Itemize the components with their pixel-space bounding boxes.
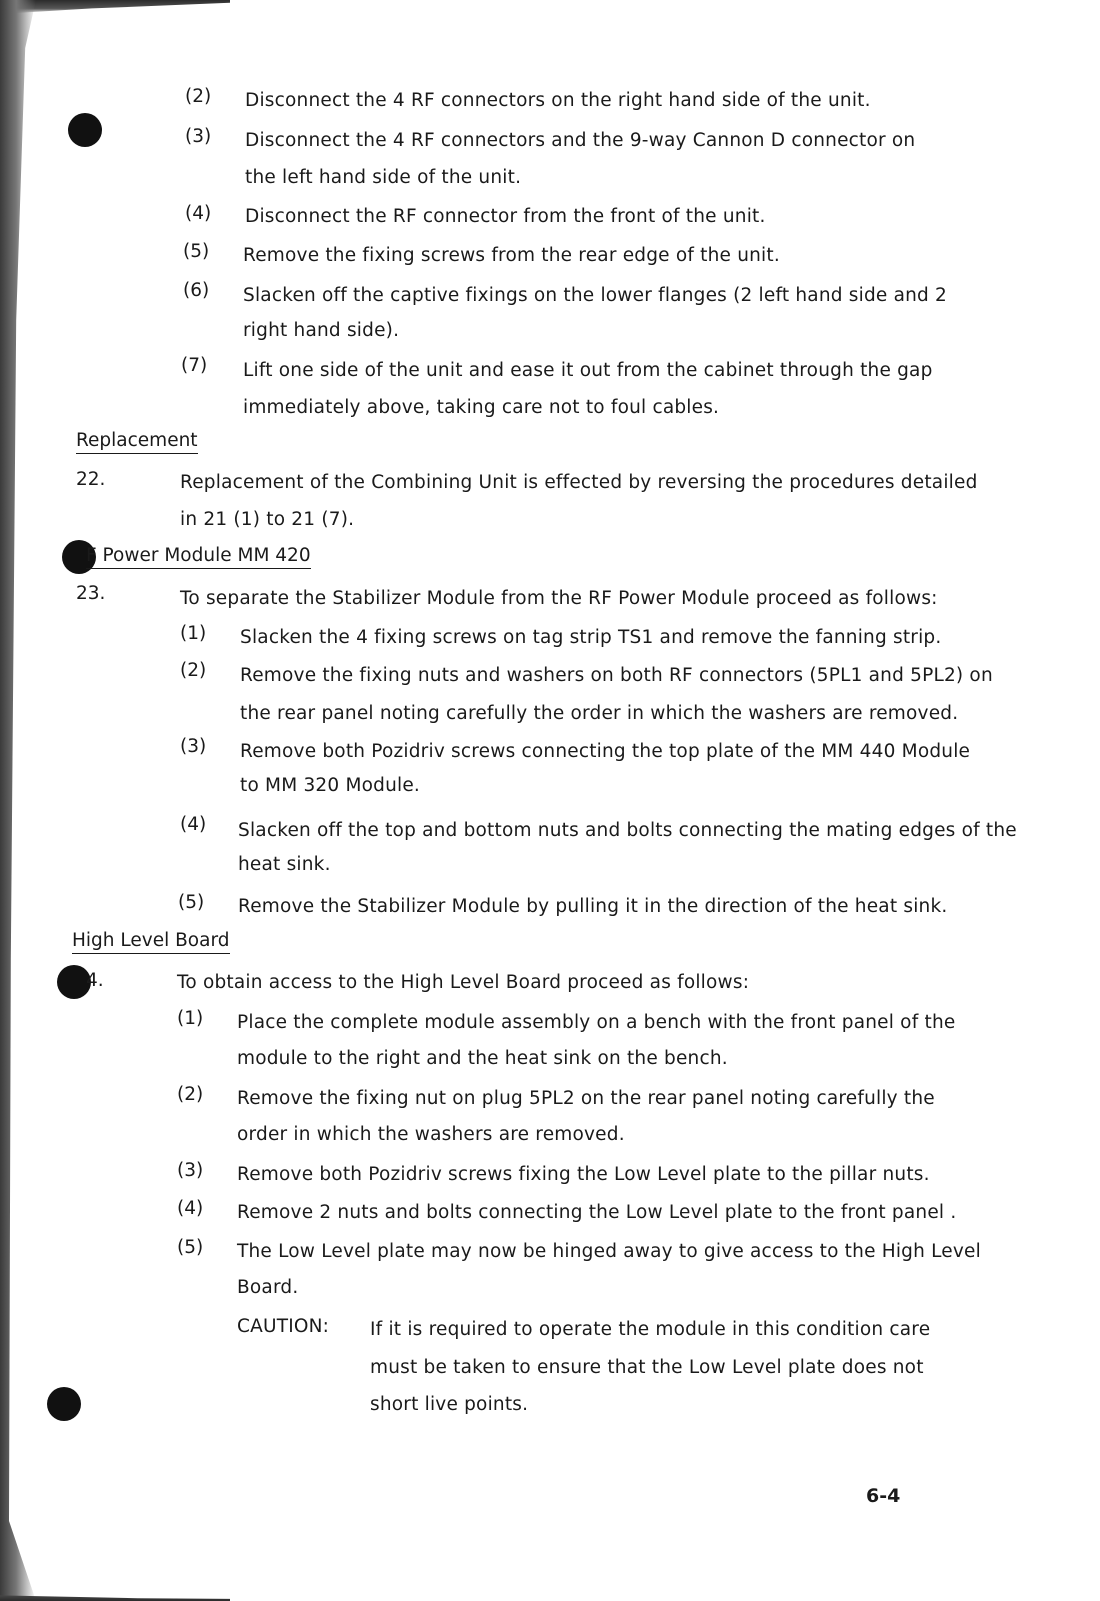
step-text: Remove the fixing nuts and washers on both RF connectors (5PL1 and 5PL2) on — [240, 665, 993, 686]
step-text: module to the right and the heat sink on the bench. — [237, 1048, 728, 1069]
step-number: (5) — [183, 241, 210, 262]
section-heading-power-module: F Power Module MM 420 — [86, 545, 311, 569]
step-number: (2) — [180, 660, 207, 681]
step-number: (5) — [177, 1237, 204, 1258]
step-number: (3) — [177, 1160, 204, 1181]
scan-edge-bottom — [0, 1587, 230, 1601]
page-number: 6-4 — [866, 1485, 901, 1507]
step-number: (4) — [185, 203, 212, 224]
step-number: (6) — [183, 280, 210, 301]
section-heading-high-level-board: High Level Board — [72, 930, 230, 954]
step-text: the left hand side of the unit. — [245, 167, 522, 188]
step-text: Disconnect the 4 RF connectors and the 9-way Cannon D connector on — [245, 130, 916, 151]
paragraph-number: 4. — [86, 970, 104, 991]
step-text: order in which the washers are removed. — [237, 1124, 625, 1145]
step-text: the rear panel noting carefully the order in which the washers are removed. — [240, 703, 959, 724]
step-text: Place the complete module assembly on a bench with the front panel of the — [237, 1012, 956, 1033]
step-number: (1) — [180, 623, 207, 644]
step-text: Remove the fixing nut on plug 5PL2 on the rear panel noting carefully the — [237, 1088, 935, 1109]
step-number: (2) — [177, 1084, 204, 1105]
scan-edge-left — [0, 0, 36, 1601]
step-text: Lift one side of the unit and ease it out from the cabinet through the gap — [243, 360, 933, 381]
caution-text: short live points. — [370, 1394, 529, 1415]
punch-hole-bottom — [47, 1387, 81, 1421]
step-number: (7) — [181, 355, 208, 376]
step-number: (4) — [177, 1198, 204, 1219]
step-text: Disconnect the 4 RF connectors on the right hand side of the unit. — [245, 90, 871, 111]
step-text: Remove both Pozidriv screws fixing the Low Level plate to the pillar nuts. — [237, 1164, 930, 1185]
step-text: Disconnect the RF connector from the front of the unit. — [245, 206, 766, 227]
step-number: (5) — [178, 892, 205, 913]
paragraph-text: To obtain access to the High Level Board proceed as follows: — [177, 972, 750, 993]
step-text: Remove both Pozidriv screws connecting the top plate of the MM 440 Module — [240, 741, 971, 762]
section-heading-replacement: Replacement — [76, 430, 198, 454]
step-text: Slacken off the captive fixings on the lower flanges (2 left hand side and 2 — [243, 285, 948, 306]
paragraph-text: Replacement of the Combining Unit is effected by reversing the procedures detailed — [180, 472, 978, 493]
caution-label: CAUTION: — [237, 1316, 330, 1337]
paragraph-number: 23. — [76, 583, 106, 604]
step-number: (3) — [180, 736, 207, 757]
step-text: Board. — [237, 1277, 299, 1298]
step-number: (3) — [185, 126, 212, 147]
step-text: Slacken off the top and bottom nuts and bolts connecting the mating edges of the — [238, 820, 1017, 841]
paragraph-number: 22. — [76, 469, 106, 490]
step-text: Remove 2 nuts and bolts connecting the Low Level plate to the front panel . — [237, 1202, 957, 1223]
punch-hole-top — [68, 113, 102, 147]
paragraph-text: in 21 (1) to 21 (7). — [180, 509, 355, 530]
step-number: (2) — [185, 86, 212, 107]
step-number: (1) — [177, 1008, 204, 1029]
caution-text: If it is required to operate the module in this condition care — [370, 1319, 931, 1340]
step-text: right hand side). — [243, 320, 400, 341]
step-text: heat sink. — [238, 854, 331, 875]
step-text: The Low Level plate may now be hinged away to give access to the High Level — [237, 1241, 981, 1262]
caution-text: must be taken to ensure that the Low Level plate does not — [370, 1357, 924, 1378]
step-text: immediately above, taking care not to foul cables. — [243, 397, 720, 418]
step-text: Slacken the 4 fixing screws on tag strip TS1 and remove the fanning strip. — [240, 627, 942, 648]
step-text: to MM 320 Module. — [240, 775, 420, 796]
step-text: Remove the fixing screws from the rear edge of the unit. — [243, 245, 780, 266]
step-number: (4) — [180, 814, 207, 835]
step-text: Remove the Stabilizer Module by pulling it in the direction of the heat sink. — [238, 896, 948, 917]
paragraph-text: To separate the Stabilizer Module from the RF Power Module proceed as follows: — [180, 588, 938, 609]
